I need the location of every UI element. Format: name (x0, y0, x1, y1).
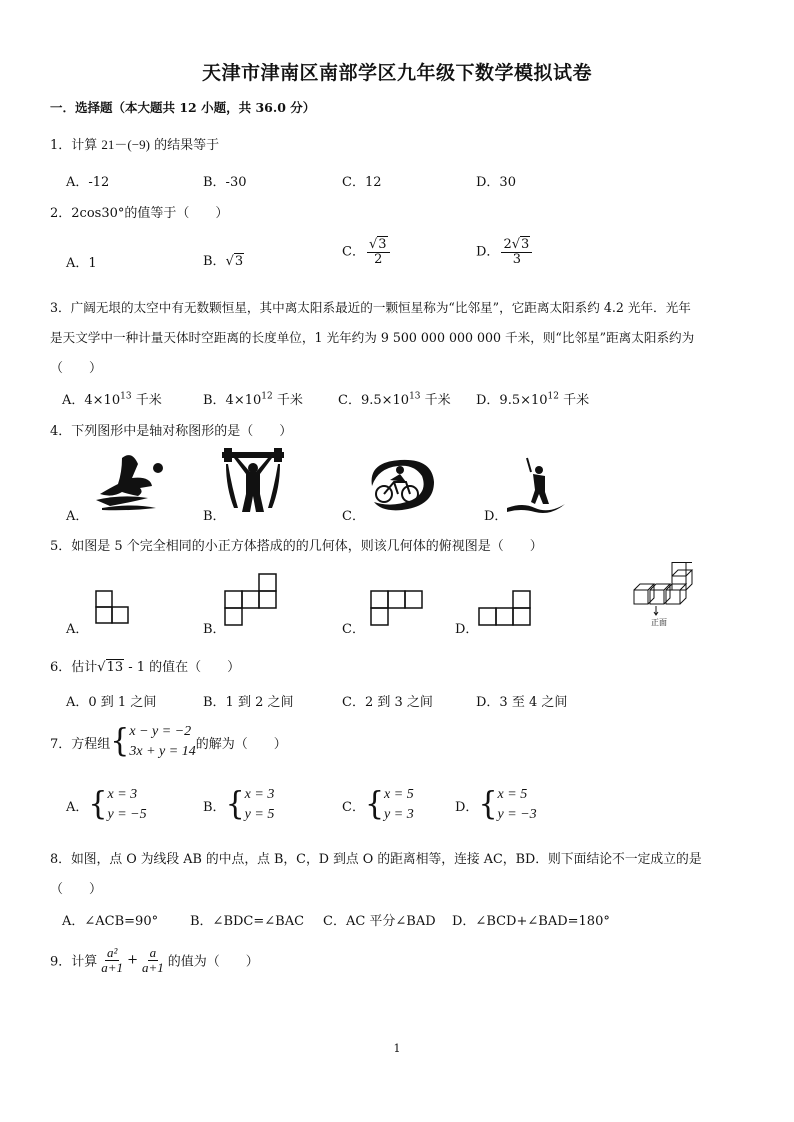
q7-option-b (203, 785, 274, 826)
q9-f1-num: a² (106, 945, 118, 960)
q5-option-c-label: C． (342, 622, 365, 637)
q7-brace: { (110, 723, 130, 761)
section-heading: 一．选择题（本大题共 12 小题，共 36.0 分） (50, 100, 316, 115)
q4-option-b-label: B． (203, 509, 226, 524)
q2-d-num: 3 (521, 237, 530, 252)
question-6-stem (50, 656, 240, 675)
q2-option-b (203, 250, 244, 269)
q7-option-d (455, 785, 537, 826)
q7-b-brace: { (225, 786, 245, 824)
question-3-line2: 是天文学中一种计量天体时空距离的长度单位，1 光年约为 9 500 000 000 000 千米，则“比邻星”距离太阳系约为 (50, 330, 695, 345)
q7-stem-a: 7．方程组 (50, 736, 111, 752)
q1-stem-a: 1．计算 (50, 138, 98, 153)
q8-option-b: B．∠BDC=∠BAC (190, 914, 305, 929)
q5-option-a-label: A． (66, 622, 89, 637)
q2-c-den: 2 (374, 251, 383, 267)
q9-f2-den: a+1 (141, 959, 164, 975)
q4-option-a-label: A． (66, 509, 89, 524)
q8-option-d: D．∠BCD+∠BAD=180° (452, 914, 610, 929)
q7-c-system (384, 785, 414, 826)
q2-b-sqrt: √3 (225, 254, 244, 269)
q7-a-system (107, 785, 146, 826)
top-view-option-d (478, 590, 532, 628)
question-2-stem (50, 202, 228, 221)
page-title: 天津市津南区南部学区九年级下数学模拟试卷 (201, 62, 592, 84)
q1-expression: 21－(−9) (101, 137, 150, 152)
q7-b-r1: x = 3 (244, 787, 275, 802)
q7-d-brace: { (478, 786, 498, 824)
q7-d-system (498, 785, 537, 826)
question-3-line3: （ ） (50, 361, 103, 376)
front-view-label: 正面 (651, 618, 667, 627)
q2-c-fraction: $\frac{√3}{2}$ (367, 238, 390, 266)
q3-d-unit: 千米 (559, 393, 590, 408)
question-4-stem: 4．下列图形中是轴对称图形的是（ ） (50, 424, 293, 439)
q6-sqrt: √13 (97, 660, 124, 675)
q2-c-label: C． (342, 244, 365, 260)
q7-c-r2: y = 3 (384, 807, 414, 823)
q7-b-label: B． (203, 799, 226, 815)
question-7-stem (50, 722, 287, 763)
question-9-stem (50, 946, 259, 974)
q9-f2-num: a (149, 945, 157, 960)
q9-plus: + (127, 952, 138, 968)
q2-d-fraction: $\frac{2√3}{3}$ (501, 238, 532, 266)
q1-option-a: A．-12 (66, 175, 110, 190)
q3-c-base: C．9.5×10 (338, 393, 410, 408)
q9-stem-a: 9．计算 (50, 954, 98, 970)
q1-option-c: C．12 (342, 175, 382, 190)
top-view-option-c (370, 590, 424, 628)
q3-a-unit: 千米 (131, 393, 162, 408)
q1-option-d: D．30 (476, 175, 516, 190)
q7-b-system (245, 785, 275, 826)
q3-c-exp: 13 (409, 391, 421, 402)
q7-b-r2: y = 5 (244, 807, 275, 823)
q2-b-label: B． (203, 254, 226, 269)
q3-c-unit: 千米 (420, 393, 451, 408)
q2-c-num: 3 (378, 237, 387, 252)
q7-system (129, 722, 195, 763)
q7-a-r2: y = −5 (107, 807, 147, 823)
q6-option-c: C．2 到 3 之间 (342, 695, 433, 710)
q3-option-a (62, 389, 162, 408)
q8-option-c: C．AC 平分∠BAD (323, 914, 436, 929)
q1-stem-b: 的结果等于 (154, 138, 220, 153)
q2-stem-b: 的值等于（ ） (124, 206, 229, 221)
q7-eq2: 3x + y = 14 (129, 744, 196, 760)
q7-c-r1: x = 5 (384, 787, 414, 802)
q8-option-a: A．∠ACB=90° (62, 914, 159, 929)
q3-b-unit: 千米 (272, 393, 303, 408)
q5-option-d-label: D． (455, 622, 479, 637)
q6-radicand: 13 (106, 660, 124, 675)
q7-stem-b: 的解为（ ） (195, 736, 287, 752)
q1-option-b: B．-30 (203, 175, 247, 190)
question-3-line1: 3．广阔无垠的太空中有无数颗恒星，其中离太阳系最近的一颗恒星称为“比邻星”，它距离太阳系约 4.2 光年．光年 (50, 300, 691, 315)
q3-a-exp: 13 (120, 391, 132, 402)
q7-option-c (342, 785, 414, 826)
cube-stack-diagram (632, 562, 696, 620)
q4-option-d-label: D． (484, 509, 508, 524)
q6-option-d: D．3 至 4 之间 (476, 695, 568, 710)
top-view-option-b (224, 573, 278, 627)
q2-d-coef: 2 (503, 237, 512, 252)
q2-option-a: A．1 (66, 256, 97, 271)
q3-b-exp: 12 (261, 391, 273, 402)
q7-option-a (66, 785, 147, 826)
q3-b-base: B．4×10 (203, 393, 262, 408)
q6-option-a: A．0 到 1 之间 (66, 695, 157, 710)
question-8-line1: 8．如图，点 O 为线段 AB 的中点，点 B，C，D 到点 O 的距离相等，连接 AC，BD．则下面结论不一定成立的是 (50, 852, 702, 867)
q7-d-label: D． (455, 799, 479, 815)
q7-a-brace: { (88, 786, 108, 824)
cyclist-icon (362, 456, 436, 512)
q7-c-brace: { (364, 786, 385, 824)
q5-option-b-label: B． (203, 622, 226, 637)
q2-option-d (476, 238, 534, 266)
question-8-line2: （ ） (50, 882, 103, 897)
top-view-option-a (95, 590, 131, 626)
q3-option-d (476, 389, 589, 408)
weightlifter-icon (220, 448, 286, 514)
q2-stem-a: 2．2cos30° (50, 206, 125, 221)
question-5-stem: 5．如图是 5 个完全相同的小正方体搭成的的几何体，则该几何体的俯视图是（ ） (50, 539, 543, 554)
q3-a-base: A．4×10 (62, 393, 121, 408)
q3-d-base: D．9.5×10 (476, 393, 548, 408)
golfer-icon (505, 456, 567, 516)
q3-option-b (203, 389, 303, 408)
volleyball-player-icon (92, 448, 174, 514)
q7-d-r2: y = −3 (497, 807, 537, 823)
q9-f1-den: a+1 (101, 959, 124, 975)
q2-b-radicand: 3 (234, 254, 244, 269)
page-number: 1 (393, 1042, 401, 1055)
question-1-stem (50, 134, 219, 153)
q9-stem-b: 的值为（ ） (167, 954, 259, 970)
q2-d-den: 3 (512, 251, 521, 267)
q7-a-r1: x = 3 (107, 787, 138, 802)
q2-d-label: D． (476, 244, 500, 260)
q7-d-r1: x = 5 (497, 787, 528, 802)
q6-option-b: B．1 到 2 之间 (203, 695, 294, 710)
q6-stem-a: 6．估计 (50, 660, 98, 675)
q9-fraction-2 (140, 946, 166, 974)
q4-option-c-label: C． (342, 509, 365, 524)
q9-fraction-1 (99, 946, 125, 974)
q7-a-label: A． (66, 799, 89, 815)
q3-d-exp: 12 (547, 391, 559, 402)
q3-option-c (338, 389, 451, 408)
q7-c-label: C． (342, 799, 365, 815)
q2-option-c (342, 238, 392, 266)
q6-stem-b: - 1 的值在（ ） (124, 660, 241, 675)
q7-eq1: x − y = −2 (129, 724, 192, 739)
